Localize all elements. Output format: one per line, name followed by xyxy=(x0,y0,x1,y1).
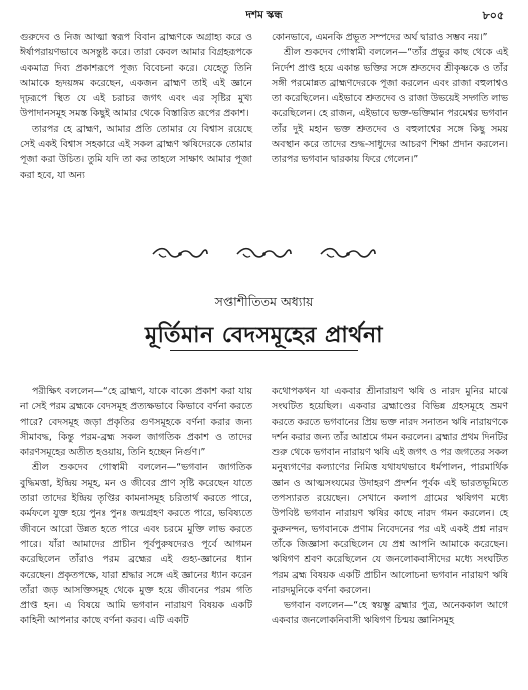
bottom-left-column xyxy=(20,384,252,629)
paragraph: কোনভাবে, এমনকি প্রভূত সম্পদের অর্ঘ দ্বারাও সম্ভব নয়।” xyxy=(272,32,488,43)
paragraph: ভগবান বললেন—“হে স্বয়ম্ভু ব্রহ্মার পুত্র, অনেককাল আগে একবার জনলোকনিবাসী ঋষিগণ চিন্ময় জ্ঞানিসমূহ xyxy=(272,600,508,627)
top-right-column xyxy=(272,30,508,168)
bottom-right-column xyxy=(272,384,508,629)
chapter-end-ornament xyxy=(0,246,528,266)
page-number: ৮০৫ xyxy=(482,9,504,22)
paragraph: কথোপকথন যা একবার শ্রীনারায়ণ ঋষি ও নারদ মুনির মাঝে সংঘটিত হয়েছিল। একবার ব্রহ্মাণ্ডের বিভিন্ন গ্রহসমূহে ভ্রমণ করতে করতে ভগবানের প্রিয় ভক্ত নারদ সনাতন ঋষি নারায়ণকে দর্শন করার জন্য তাঁর আশ্রমে গমন করলেন। ব্রহ্মার প্রথম দিনটির শুরু থেকে ভগবান নারায়ণ ঋষি এই জগৎ ও পর জগতের সকল মনুষ্যগণের কল্যাণের নিমিত্ত যথাযথভাবে ধর্মপালন, পারমার্থিক জ্ঞান ও আত্মসংযমের উদাহরণ প্রদর্শন পূর্বক এই ভারতভূমিতে তপস্যারত রয়েছেন। সেখানে কলাপ গ্রামের ঋষিগণ মধ্যে উপবিষ্ট ভগবান নারায়ণ ঋষির কাছে নারদ গমন করলেন। হে কুরুনন্দন, ভগবানকে প্রণাম নিবেদনের পর এই একই প্রশ্ন নারদ তাঁকে জিজ্ঞাসা করেছিলেন যে প্রশ্ন আপনি আমাকে করেছেন। ঋষিগণ শ্রবণ করেছিলেন যে জনলোকবাসীদের মধ্যে সংঘটিত পরম ব্রহ্ম বিষয়ক একটি প্রাচীন আলোচনা ভগবান নারায়ণ ঋষি নারদমুনিকে বর্ণনা করলেন। xyxy=(272,386,508,596)
paragraph: তারপর হে ব্রাহ্মণ, আমার প্রতি তোমার যে বিশ্বাস রয়েছে সেই একই বিশ্বাস সহকারে এই সকল ব্রাহ্মণ ঋষিদেরকে তোমার পূজা করা উচিত। তুমি যদি তা কর তাহলে সাক্ষাৎ আমার পূজা করা হবে, যা অন্য xyxy=(20,123,252,181)
flourish-ornament-icon xyxy=(235,246,293,266)
paragraph: শ্রীল শুকদেব গোস্বামী বললেন—“তাঁর প্রভুর কাছ থেকে এই নির্দেশ প্রাপ্ত হয়ে একান্ত ভক্তির সঙ্গে শ্রুতদেব শ্রীকৃষ্ণকে ও তাঁর সঙ্গী পরমোন্নত ব্রাহ্মণদেরকে পূজা করলেন এবং রাজা বহুলাশ্বও তা করেছিলেন। এইভাবে শ্রুতদেব ও রাজা উভয়েই সদ্গতি লাভ করেছিলেন। হে রাজন, এইভাবে ভক্ত-ভক্তিমান পরমেশ্বর ভগবান তাঁর দুই মহান ভক্ত শ্রুতদেব ও বহুলাশ্বের সঙ্গে কিছু সময় অবস্থান করে তাদের শুদ্ধ-সাধুদের আচরণ শিক্ষা প্রদান করলেন। তারপর ভগবান দ্বারকায় ফিরে গেলেন।” xyxy=(272,47,508,166)
flourish-ornament-icon xyxy=(319,246,377,266)
running-header-title: দশম স্কন্ধ xyxy=(245,9,283,21)
paragraph: শ্রীল শুকদেব গোস্বামী বললেন—“ভগবান জাগতিক বুদ্ধিমত্তা, ইন্দ্রিয় সমূহ, মন ও জীবের প্রাণ সৃষ্টি করেছেন যাতে তারা তাদের ইন্দ্রিয় তৃপ্তির কামনাসমূহ চরিতার্থ করতে পারে, কর্মফলে যুক্ত হয়ে পুনঃ পুনঃ জন্মগ্রহণ করতে পারে, ভবিষ্যতে জীবনে আরো উন্নত হতে পারে এবং চরমে মুক্তি লাভ করতে পারে। যাঁরা আমাদের প্রাচীন পূর্বপুরুষদেরও পূর্বে আগমন করেছিলেন তাঁরাও পরম ব্রহ্মের এই গুহ্য-জ্ঞানের ধ্যান করেছেন। প্রকৃতপক্ষে, যারা শ্রদ্ধার সঙ্গে এই জ্ঞানের ধ্যান করেন তাঁরা জড় আসক্তিসমূহ থেকে মুক্ত হয়ে জীবনের পরম গতি প্রাপ্ত হন। এ বিষয়ে আমি ভগবান নারায়ণ বিষয়ক একটি কাহিনী আপনার কাছে বর্ণনা করব। এটি একটি xyxy=(20,462,252,627)
chapter-number: সপ্তাশীতিতম অধ্যায় xyxy=(214,294,314,309)
paragraph: গুরুদেব ও নিজ আত্মা স্বরূপ বিবান ব্রাহ্মণকে অগ্রাহ্য করে ও ঈর্ষাপরায়ণভাবে অসন্তুষ্ট করে। তারা কেবল আমার বিগ্রহরূপকে একমাত্র দিব্য প্রকাশরূপে পূজ্য বিবেচনা করে। যেহেতু তিনি আমাকে হৃদয়ঙ্গম করেছেন, একজন ব্রাহ্মণ তাই এই জ্ঞানে দৃঢ়রূপে স্থিত যে এই চরাচর জগৎ এবং এর সৃষ্টির মুখ্য উপাদানসমূহ সমস্ত কিছুই আমার থেকে বিস্তারিত রূপের প্রকাশ। xyxy=(20,32,252,120)
paragraph: পরীক্ষিৎ বললেন—“হে ব্রাহ্মণ, যাকে বাক্যে প্রকাশ করা যায় না সেই পরম ব্রহ্মকে বেদসমূহ প্রত্যক্ষভাবে কিভাবে বর্ণনা করতে পারে? বেদসমূহ জড়া প্রকৃতির গুণসমূহকে বর্ণনা করার জন্য সীমাবদ্ধ, কিন্তু পরম-ব্রহ্ম সকল জাগতিক প্রকাশ ও তাদের কারণসমূহের অতীত হওয়ায়, তিনি হচ্ছেন নির্গুণ।” xyxy=(20,386,252,459)
title-underline xyxy=(170,350,358,351)
top-left-column xyxy=(20,30,252,183)
chapter-title: মূর্তিমান বেদসমূহের প্রার্থনা xyxy=(144,323,384,348)
running-header xyxy=(0,8,528,26)
flourish-ornament-icon xyxy=(151,246,209,266)
